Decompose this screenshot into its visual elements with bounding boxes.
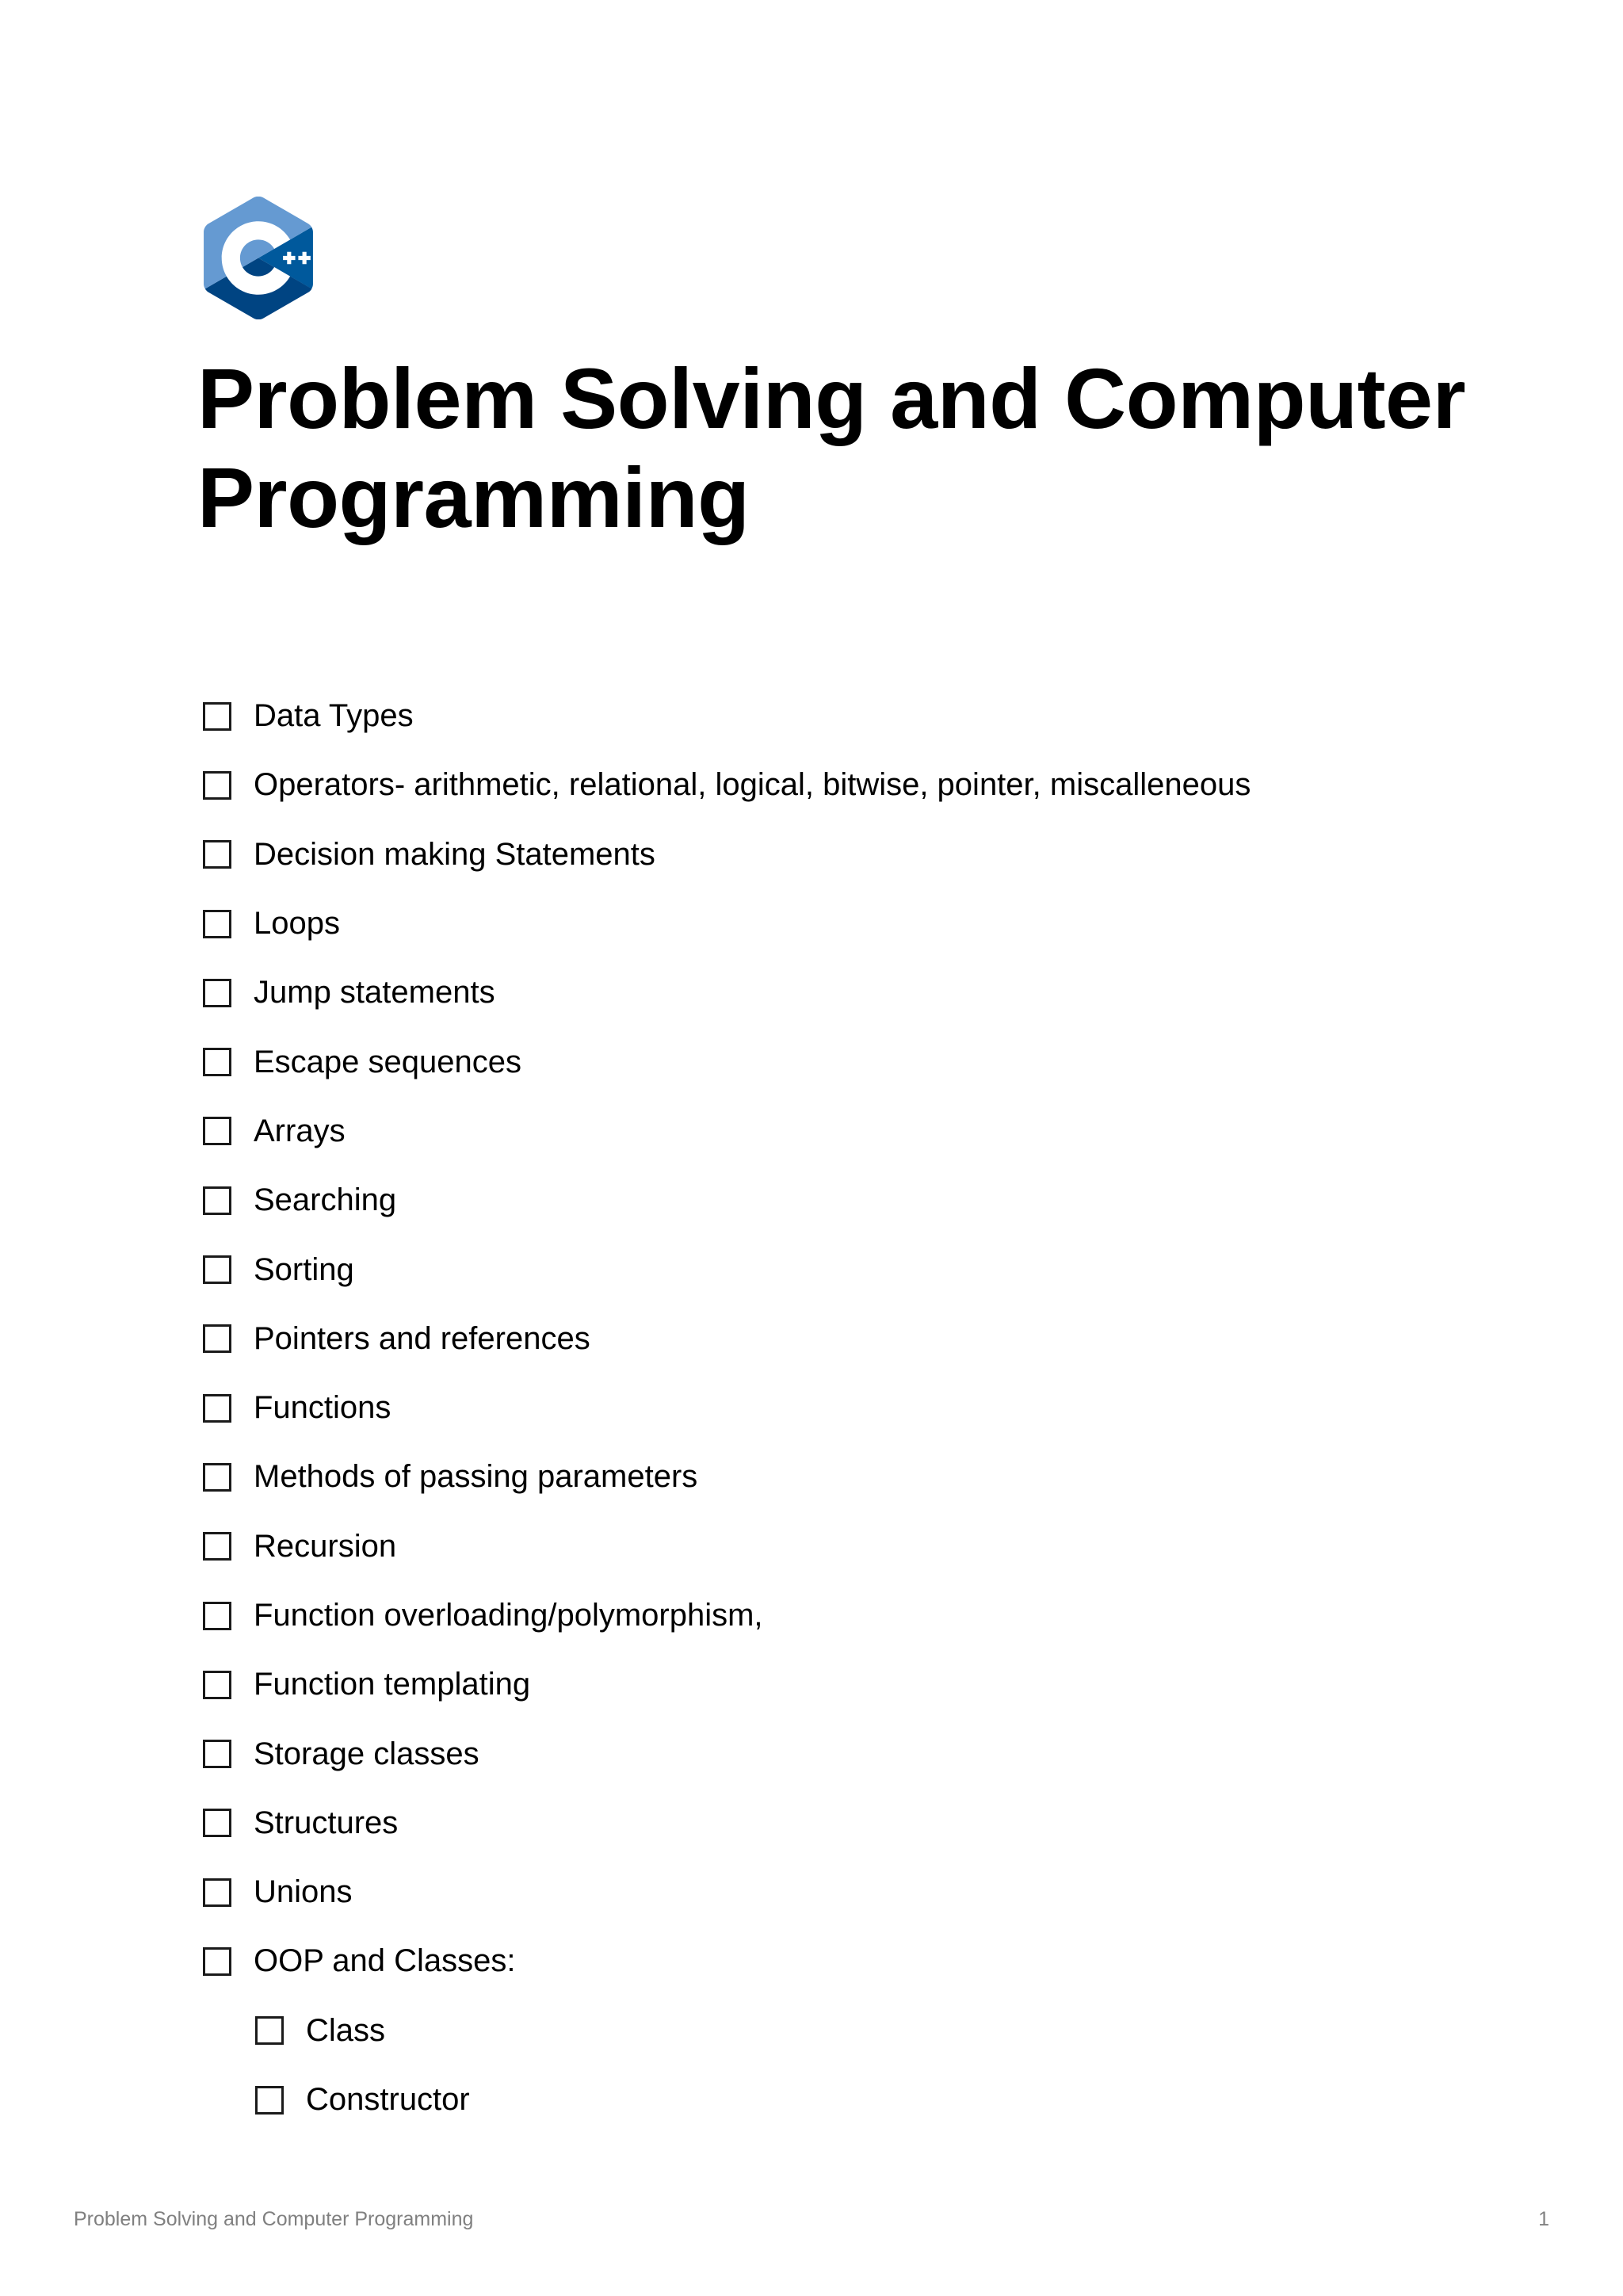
checklist-item-label: Unions <box>254 1874 353 1910</box>
checklist-item-label: Searching <box>254 1182 397 1218</box>
checklist-item-label: Recursion <box>254 1528 397 1564</box>
checklist-item-label: Arrays <box>254 1113 346 1148</box>
checklist-item-label: Storage classes <box>254 1736 479 1771</box>
checklist-item-label: Functions <box>254 1390 391 1426</box>
checkbox[interactable] <box>203 1671 231 1699</box>
checkbox[interactable] <box>203 1602 231 1630</box>
checklist-item <box>203 1789 1251 1858</box>
checkbox[interactable] <box>203 1255 231 1284</box>
checklist-item-label: Constructor <box>306 2082 470 2118</box>
checklist-item-label: Decision making Statements <box>254 836 655 872</box>
footer-title: Problem Solving and Computer Programming <box>74 2208 474 2230</box>
checklist-item-label: Class <box>306 2012 386 2048</box>
checklist-item <box>203 1581 1251 1650</box>
checkbox[interactable] <box>203 1186 231 1215</box>
checklist-item <box>203 1927 1251 1996</box>
checklist-item <box>203 1442 1251 1511</box>
checkbox[interactable] <box>203 1878 231 1907</box>
checklist-item-label: Structures <box>254 1805 399 1840</box>
checklist-item <box>203 1858 1251 1927</box>
checklist-item <box>203 958 1251 1027</box>
checkbox[interactable] <box>203 1809 231 1837</box>
checklist-subitem <box>255 1996 1251 2065</box>
checklist-item <box>203 1027 1251 1096</box>
checkbox[interactable] <box>203 1394 231 1423</box>
checklist-item-label: Loops <box>254 906 340 942</box>
checklist-item-label: Operators- arithmetic, relational, logical, bitwise, pointer, miscalleneous <box>254 767 1251 803</box>
checklist-subitem <box>255 2065 1251 2134</box>
checklist-item-label: Jump statements <box>254 975 495 1010</box>
topic-checklist <box>203 682 1251 2134</box>
checklist-item-label: Function templating <box>254 1667 531 1702</box>
checklist-item-label: Methods of passing parameters <box>254 1459 698 1495</box>
checklist-item <box>203 1719 1251 1788</box>
checklist-item-label: Data Types <box>254 698 414 734</box>
checkbox[interactable] <box>203 1532 231 1561</box>
checkbox[interactable] <box>203 1324 231 1353</box>
checkbox[interactable] <box>255 2016 284 2045</box>
checkbox[interactable] <box>203 1463 231 1492</box>
checklist-item <box>203 1650 1251 1719</box>
checkbox[interactable] <box>255 2086 284 2115</box>
page-footer <box>74 2208 1549 2231</box>
checkbox[interactable] <box>203 1947 231 1976</box>
checklist-item <box>203 751 1251 819</box>
checkbox[interactable] <box>203 702 231 731</box>
checkbox[interactable] <box>203 1740 231 1768</box>
checklist-item-label: Escape sequences <box>254 1044 522 1079</box>
checklist-item-label: OOP and Classes: <box>254 1943 516 1979</box>
checkbox[interactable] <box>203 771 231 800</box>
cpp-logo-icon <box>203 197 314 319</box>
checklist-item <box>203 1512 1251 1581</box>
checklist-item <box>203 1097 1251 1166</box>
checklist-item-label: Function overloading/polymorphism, <box>254 1598 763 1633</box>
checklist-item <box>203 889 1251 958</box>
checklist-item-label: Pointers and references <box>254 1320 590 1356</box>
checklist-item <box>203 1235 1251 1304</box>
checkbox[interactable] <box>203 1117 231 1145</box>
page-number: 1 <box>1538 2208 1549 2230</box>
checklist-item <box>203 1166 1251 1235</box>
checkbox[interactable] <box>203 910 231 938</box>
checklist-item-label: Sorting <box>254 1251 354 1287</box>
checklist-item <box>203 1373 1251 1442</box>
checkbox[interactable] <box>203 840 231 869</box>
checkbox[interactable] <box>203 1048 231 1076</box>
checklist-item <box>203 1305 1251 1373</box>
checkbox[interactable] <box>203 979 231 1007</box>
checklist-item <box>203 820 1251 889</box>
checklist-item <box>203 682 1251 751</box>
page-title: Problem Solving and Computer Programming <box>197 350 1466 545</box>
